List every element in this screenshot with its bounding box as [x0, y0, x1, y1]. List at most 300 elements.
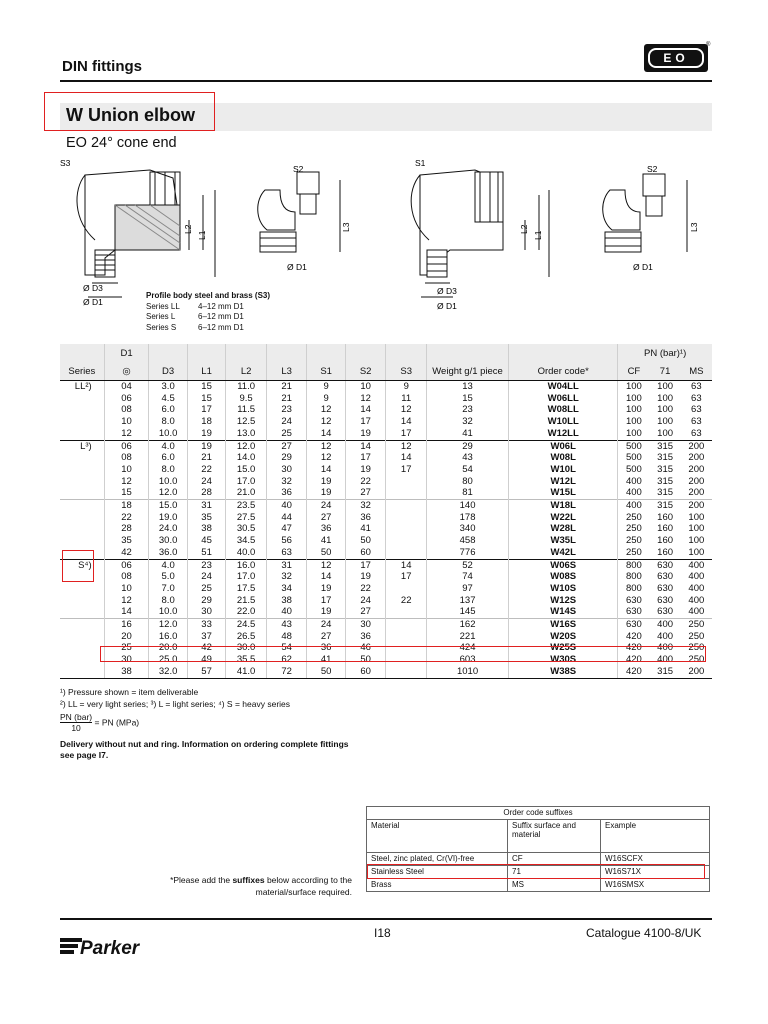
- cell-s1: 14: [307, 464, 345, 476]
- cell-ms: 200: [688, 475, 705, 487]
- table-row: [60, 487, 712, 499]
- cell-l1: 24: [187, 476, 225, 488]
- suffix-cell-example: W16SMSX: [601, 879, 710, 892]
- cell-l2: 26.5: [226, 631, 267, 643]
- cell-s2: 12: [345, 393, 386, 405]
- cell-s2: 46: [345, 642, 386, 654]
- footnote-1: ¹) Pressure shown = item deliverable: [60, 687, 199, 697]
- cell-s3: 17: [386, 464, 427, 476]
- cell-s2: 19: [345, 571, 386, 583]
- cell-l3: 38: [266, 595, 307, 607]
- label-d3-left: Ø D3: [83, 283, 103, 293]
- cell-l3: 44: [266, 512, 307, 524]
- suffix-cell-example: W16S71X: [601, 866, 710, 879]
- table-row: [60, 535, 712, 547]
- cell-ms: 250: [688, 642, 705, 654]
- cell-order: W12S: [509, 595, 618, 607]
- cell-s1: 19: [307, 606, 345, 618]
- cell-s3: 11: [386, 393, 427, 405]
- cell-s1: 24: [307, 619, 345, 631]
- cell-order: W06LL: [509, 393, 618, 405]
- cell-l2: 15.0: [226, 464, 267, 476]
- cell-l3: 62: [266, 654, 307, 666]
- cell-cf: 500: [618, 440, 650, 452]
- cell-d3: 5.0: [149, 571, 187, 583]
- cell-l1: 28: [187, 487, 225, 499]
- label-s2-left: S2: [293, 164, 304, 174]
- cell-c71: 630: [657, 594, 674, 606]
- cell-l2: 21.5: [226, 595, 267, 607]
- cell-s3: [386, 583, 427, 595]
- suffix-instruction-bold: suffixes: [232, 875, 265, 885]
- cell-s3: [386, 500, 427, 512]
- cell-d1: 04: [104, 381, 149, 393]
- cell-d1: 28: [104, 523, 149, 535]
- cell-ms: 63: [691, 404, 702, 416]
- cell-cf: 100: [618, 393, 650, 405]
- cell-series: [60, 583, 104, 595]
- cell-weight: 23: [426, 404, 508, 416]
- cell-l2: 17.5: [226, 583, 267, 595]
- cell-cf: 800: [618, 583, 650, 595]
- label-l3-right: L3: [689, 222, 699, 232]
- cell-l2: 14.0: [226, 452, 267, 464]
- col-d3: D3: [149, 362, 187, 381]
- cell-c71: 100: [657, 416, 674, 428]
- cell-ms: 100: [688, 535, 705, 547]
- cell-s1: 19: [307, 487, 345, 499]
- cell-series: [60, 428, 104, 440]
- table-row: [60, 631, 712, 643]
- cell-weight: 162: [426, 619, 508, 631]
- cell-weight: 15: [426, 393, 508, 405]
- cell-s1: 12: [307, 440, 345, 452]
- cell-ms: 200: [688, 487, 705, 499]
- cell-l3: 48: [266, 631, 307, 643]
- cell-ms: 400: [688, 606, 705, 618]
- pn-formula: [60, 712, 139, 733]
- cell-l1: 38: [187, 523, 225, 535]
- cell-l1: 19: [187, 428, 225, 440]
- col-ms: MS: [681, 362, 712, 381]
- table-row: [60, 464, 712, 476]
- cell-s1: 17: [307, 595, 345, 607]
- table-row: [60, 500, 712, 512]
- cell-s3: 17: [386, 571, 427, 583]
- cell-ms: 400: [688, 582, 705, 594]
- table-row: [60, 381, 712, 393]
- table-row: [60, 583, 712, 595]
- cell-order: W15L: [509, 487, 618, 499]
- cell-c71: 315: [650, 440, 681, 452]
- cell-l3: 31: [266, 559, 307, 571]
- cell-l2: 16.0: [226, 559, 267, 571]
- cell-l1: 19: [187, 440, 225, 452]
- cell-l2: 13.0: [226, 428, 267, 440]
- label-l2-left: L2: [183, 224, 193, 234]
- cell-order: W12LL: [509, 428, 618, 440]
- cell-weight: 74: [426, 571, 508, 583]
- cell-order: W04LL: [509, 381, 618, 393]
- cell-d3: 10.0: [149, 428, 187, 440]
- cell-s2: 17: [345, 416, 386, 428]
- cell-order: W08S: [509, 571, 618, 583]
- cell-ms: 100: [688, 546, 705, 558]
- cell-l2: 41.0: [226, 666, 267, 678]
- cell-s2: 14: [345, 404, 386, 416]
- cell-l1: 49: [187, 654, 225, 666]
- cell-cf: 800: [618, 571, 650, 583]
- cell-d1: 10: [104, 464, 149, 476]
- suffix-cell-material: Brass: [367, 879, 508, 892]
- cell-l3: 40: [266, 606, 307, 618]
- cell-ms: 63: [691, 427, 702, 439]
- cell-s2: 19: [345, 464, 386, 476]
- highlight-stainless-steel: [367, 864, 705, 879]
- cell-ms: 200: [681, 666, 712, 678]
- cell-s3: [386, 619, 427, 631]
- cell-s2: 10: [345, 381, 386, 393]
- cell-s3: [386, 487, 427, 499]
- cell-s2: 17: [345, 452, 386, 464]
- cell-d3: 15.0: [149, 500, 187, 512]
- cell-s2: 50: [345, 654, 386, 666]
- cell-d3: 24.0: [149, 523, 187, 535]
- cell-series: [60, 393, 104, 405]
- cell-weight: 137: [426, 595, 508, 607]
- cell-series: LL²): [60, 381, 104, 393]
- cell-order: W35L: [509, 535, 618, 547]
- cell-s2: 50: [345, 535, 386, 547]
- profile-range: 4–12 mm D1: [198, 301, 244, 311]
- col-s3: S3: [386, 362, 427, 381]
- cell-l2: 34.5: [226, 535, 267, 547]
- cell-series: [60, 619, 104, 631]
- cell-d1: 35: [104, 535, 149, 547]
- cell-s2: 27: [345, 606, 386, 618]
- cell-d1: 20: [104, 631, 149, 643]
- cell-series: [60, 523, 104, 535]
- cell-ms: 400: [688, 571, 705, 583]
- profile-heading: Profile body steel and brass (S3): [146, 291, 271, 300]
- cell-ms: 200: [688, 452, 705, 464]
- cell-d3: 7.0: [149, 583, 187, 595]
- table-row: [60, 606, 712, 618]
- cell-s2: 60: [345, 547, 386, 559]
- specification-table: [60, 344, 712, 679]
- cell-weight: 221: [426, 631, 508, 643]
- delivery-note: Delivery without nut and ring. Information on ordering complete fittings see page I7.: [60, 739, 349, 760]
- table-row: [60, 440, 712, 452]
- cell-ms: 200: [681, 440, 712, 452]
- cell-s2: 36: [345, 631, 386, 643]
- cell-weight: 340: [426, 523, 508, 535]
- cell-d1: 25: [104, 642, 149, 654]
- cell-weight: 97: [426, 583, 508, 595]
- cell-s3: [386, 631, 427, 643]
- cell-c71: 400: [657, 654, 674, 666]
- cell-weight: 776: [426, 547, 508, 559]
- cell-cf: 100: [618, 428, 650, 440]
- cell-l2: 17.0: [226, 571, 267, 583]
- cell-s1: 19: [307, 476, 345, 488]
- cell-c71: 160: [657, 511, 674, 523]
- cell-s1: 24: [307, 500, 345, 512]
- cell-s1: 27: [307, 631, 345, 643]
- cell-c71: 100: [657, 427, 674, 439]
- cell-c71: 160: [657, 546, 674, 558]
- cell-weight: 81: [426, 487, 508, 499]
- cell-s3: [386, 535, 427, 547]
- table-row: [60, 595, 712, 607]
- table-row: [60, 666, 712, 678]
- cell-d3: 4.5: [149, 393, 187, 405]
- cell-cf: 100: [618, 416, 650, 428]
- cell-s1: 14: [307, 428, 345, 440]
- cell-l1: 23: [187, 559, 225, 571]
- table-row: [60, 428, 712, 440]
- cell-s1: 36: [307, 642, 345, 654]
- table-row: [60, 393, 712, 405]
- cell-c71: 630: [657, 571, 674, 583]
- cell-l3: 29: [266, 452, 307, 464]
- col-pn: PN (bar)¹): [618, 344, 712, 362]
- cell-s3: [386, 512, 427, 524]
- footnotes: [60, 686, 290, 710]
- cell-c71: 315: [657, 487, 674, 499]
- label-l1-right: L1: [533, 230, 543, 240]
- cell-c71: 400: [650, 619, 681, 631]
- cell-d1: 06: [104, 393, 149, 405]
- cell-order: W08L: [509, 452, 618, 464]
- cell-d1: 22: [104, 512, 149, 524]
- cell-s2: 19: [345, 428, 386, 440]
- cell-series: [60, 487, 104, 499]
- cell-s3: [386, 523, 427, 535]
- cell-weight: 52: [426, 559, 508, 571]
- cell-order: W20S: [509, 631, 618, 643]
- cell-weight: 80: [426, 476, 508, 488]
- cell-series: [60, 654, 104, 666]
- label-d3-right: Ø D3: [437, 286, 457, 296]
- cell-d3: 4.0: [149, 559, 187, 571]
- cell-l1: 51: [187, 547, 225, 559]
- cell-l3: 32: [266, 571, 307, 583]
- cell-l3: 25: [266, 428, 307, 440]
- suffix-cell-material: Stainless Steel: [367, 866, 508, 879]
- order-code-suffix-table: [366, 806, 710, 892]
- cell-s2: 27: [345, 487, 386, 499]
- footer-rule: [60, 918, 712, 920]
- cell-weight: 13: [426, 381, 508, 393]
- parker-logo: [60, 930, 152, 960]
- cell-l3: 21: [266, 381, 307, 393]
- cell-cf: 630: [618, 619, 650, 631]
- label-d1-right: Ø D1: [633, 262, 653, 272]
- cell-weight: 54: [426, 464, 508, 476]
- cell-l1: 33: [187, 619, 225, 631]
- cell-l3: 36: [266, 487, 307, 499]
- cell-d3: 16.0: [149, 631, 187, 643]
- profile-range: 6–12 mm D1: [198, 322, 244, 332]
- table-row: [60, 452, 712, 464]
- cell-l1: 42: [187, 642, 225, 654]
- cell-l1: 29: [187, 595, 225, 607]
- cell-s3: 12: [386, 404, 427, 416]
- elbow-outline-drawing-left: [258, 172, 340, 252]
- section-highlight-box: [44, 92, 215, 131]
- cell-l2: 11.5: [226, 404, 267, 416]
- cell-c71: 315: [650, 666, 681, 678]
- cell-cf: 250: [618, 512, 650, 524]
- cell-l1: 15: [187, 393, 225, 405]
- table-row: [60, 404, 712, 416]
- cell-s2: 60: [345, 666, 386, 678]
- cell-cf: 400: [618, 487, 650, 499]
- cell-l3: 30: [266, 464, 307, 476]
- d1-symbol: ◎: [104, 362, 149, 381]
- cell-d1: 10: [104, 416, 149, 428]
- suffix-cell-material: Steel, zinc plated, Cr(VI)-free: [367, 853, 508, 866]
- cell-cf: 630: [618, 595, 650, 607]
- table-row: [60, 476, 712, 488]
- cell-s1: 41: [307, 535, 345, 547]
- label-s1-right: S1: [415, 158, 426, 168]
- suffix-row: [367, 879, 710, 892]
- label-d1-left: Ø D1: [287, 262, 307, 272]
- suffix-cell-example: W16SCFX: [601, 853, 710, 866]
- profile-series: Series S: [146, 322, 177, 332]
- cell-s1: 19: [307, 583, 345, 595]
- cell-l3: 24: [266, 416, 307, 428]
- suffix-instruction: [150, 874, 352, 898]
- cell-d1: 06: [104, 440, 149, 452]
- parker-logo-text: Parker: [80, 938, 140, 959]
- cell-s1: 12: [307, 559, 345, 571]
- col-d1: D1: [104, 344, 149, 362]
- cell-d1: 42: [104, 547, 149, 559]
- cell-c71: 400: [657, 630, 674, 642]
- cell-d3: 20.0: [149, 642, 187, 654]
- cell-l1: 57: [187, 666, 225, 678]
- table-row: [60, 416, 712, 428]
- cell-s1: 9: [307, 393, 345, 405]
- col-cf: CF: [618, 362, 650, 381]
- table-row: [60, 547, 712, 559]
- cell-l2: 9.5: [226, 393, 267, 405]
- cell-s1: 50: [307, 547, 345, 559]
- cell-l1: 31: [187, 500, 225, 512]
- cell-order: W08LL: [509, 404, 618, 416]
- highlight-series-s: [62, 550, 94, 582]
- cell-l1: 21: [187, 452, 225, 464]
- cell-cf: 500: [618, 452, 650, 464]
- cell-s1: 36: [307, 523, 345, 535]
- cell-c71: 400: [657, 642, 674, 654]
- cell-d1: 15: [104, 487, 149, 499]
- cell-l3: 32: [266, 476, 307, 488]
- cell-s3: 14: [386, 559, 427, 571]
- cell-l3: 54: [266, 642, 307, 654]
- cell-d3: 4.0: [149, 440, 187, 452]
- cell-ms: 63: [681, 381, 712, 393]
- cell-ms: 250: [688, 630, 705, 642]
- cell-order: W42L: [509, 547, 618, 559]
- cell-s3: 17: [386, 428, 427, 440]
- cell-l1: 35: [187, 512, 225, 524]
- cell-cf: 100: [618, 381, 650, 393]
- cell-order: W10LL: [509, 416, 618, 428]
- pn-equals: = PN (MPa): [94, 717, 140, 728]
- cell-l2: 24.5: [226, 619, 267, 631]
- label-l2-right: L2: [519, 224, 529, 234]
- cell-cf: 400: [618, 500, 650, 512]
- cell-ms: 200: [688, 463, 705, 475]
- cell-series: [60, 642, 104, 654]
- cell-weight: 32: [426, 416, 508, 428]
- cell-d3: 10.0: [149, 606, 187, 618]
- cell-order: W14S: [509, 606, 618, 618]
- cell-l2: 30.5: [226, 523, 267, 535]
- cell-order: W06L: [509, 440, 618, 452]
- col-weight: Weight g/1 piece: [426, 362, 508, 381]
- cell-s3: 14: [386, 452, 427, 464]
- cell-d3: 8.0: [149, 464, 187, 476]
- cell-series: L³): [60, 440, 104, 452]
- cell-d3: 6.0: [149, 404, 187, 416]
- suffix-instruction-post: below according to the material/surface required.: [255, 875, 352, 897]
- cell-d1: 14: [104, 606, 149, 618]
- cell-l2: 30.0: [226, 642, 267, 654]
- cell-weight: 424: [426, 642, 508, 654]
- cell-s1: 50: [307, 666, 345, 678]
- cell-l2: 40.0: [226, 547, 267, 559]
- cell-l2: 12.5: [226, 416, 267, 428]
- cell-s1: 12: [307, 416, 345, 428]
- cell-weight: 603: [426, 654, 508, 666]
- table-row: [60, 559, 712, 571]
- cell-l3: 43: [266, 619, 307, 631]
- highlight-row-w25s: [100, 646, 706, 662]
- cell-d1: 08: [104, 571, 149, 583]
- cell-cf: 630: [618, 606, 650, 618]
- cell-d3: 36.0: [149, 547, 187, 559]
- cell-s3: 22: [386, 595, 427, 607]
- cell-s1: 41: [307, 654, 345, 666]
- cell-l3: 34: [266, 583, 307, 595]
- cell-c71: 100: [657, 392, 674, 404]
- cell-s2: 32: [345, 500, 386, 512]
- profile-series: Series L: [146, 312, 176, 321]
- profile-range: 6–12 mm D1: [198, 312, 244, 321]
- cell-l1: 18: [187, 416, 225, 428]
- cell-l3: 21: [266, 393, 307, 405]
- cell-series: [60, 476, 104, 488]
- profile-line: [146, 312, 270, 323]
- cell-series: S⁴): [60, 559, 104, 571]
- cell-d3: 25.0: [149, 654, 187, 666]
- label-d1b-right: Ø D1: [437, 301, 457, 311]
- cell-weight: 1010: [426, 666, 508, 678]
- cell-l3: 27: [266, 440, 307, 452]
- cell-s3: [386, 476, 427, 488]
- table-row: [60, 512, 712, 524]
- cell-cf: 420: [618, 642, 650, 654]
- col-series: Series: [60, 362, 104, 381]
- cell-d3: 6.0: [149, 452, 187, 464]
- cell-cf: 420: [618, 631, 650, 643]
- label-l3-left: L3: [341, 222, 351, 232]
